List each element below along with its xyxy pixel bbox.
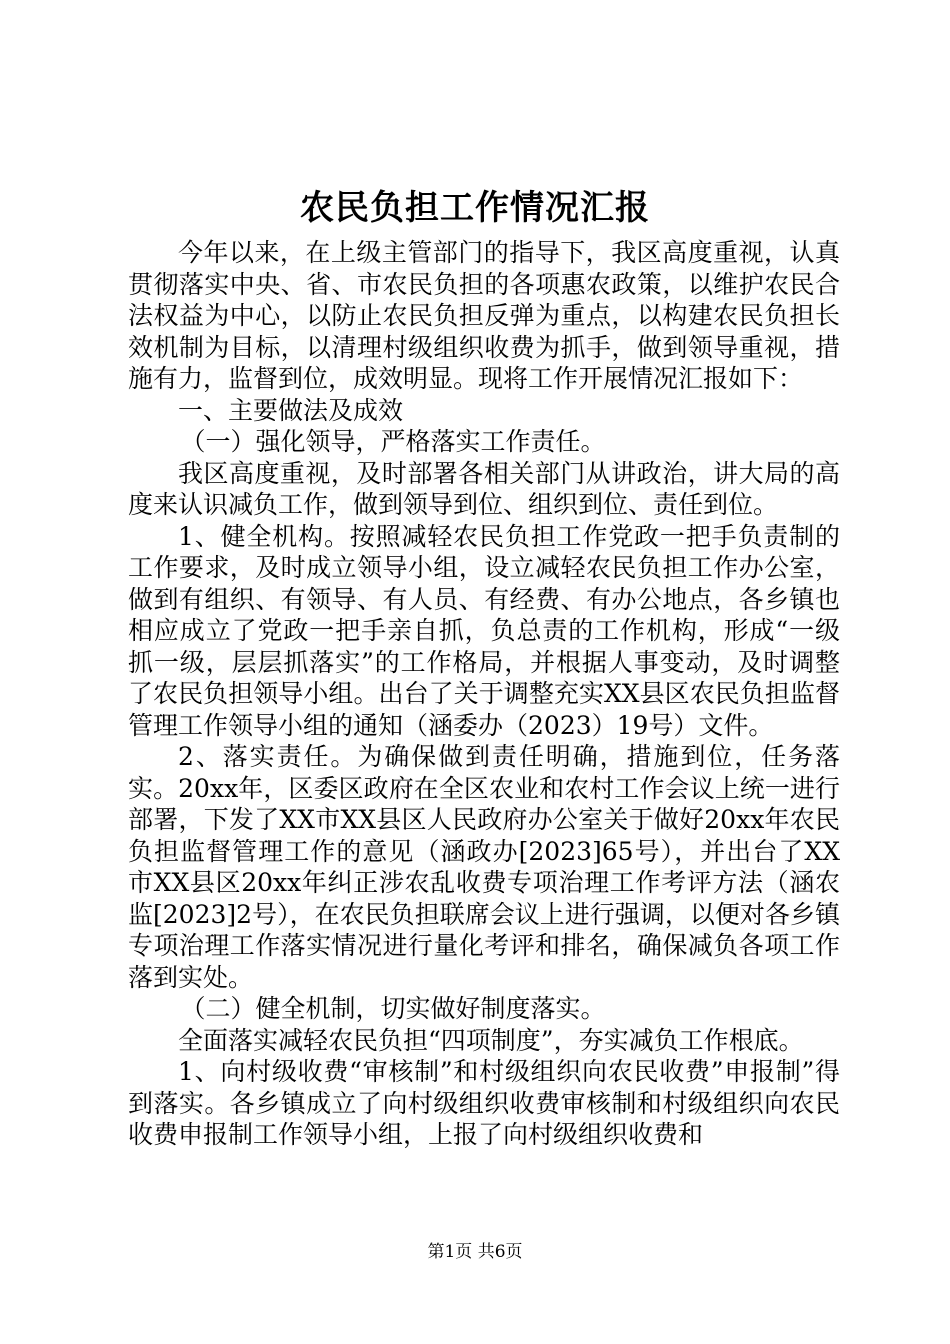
page-footer: 第1页 共6页 [427,1242,523,1262]
paragraph-review-system: 1、向村级收费“审核制”和村级组织向农民收费”申报制”得到落实。各乡镇成立了向村级组织收费审核制和村级组织向农民收费申报制工作领导小组，上报了向村级组织收费和 [128,1057,840,1149]
paragraph-four-systems: 全面落实减轻农民负担“四项制度”，夯实减负工作根底。 [178,1025,804,1055]
paragraph-responsibility: 2、落实责任。为确保做到责任明确，措施到位，任务落实。20xx年，区委区政府在全区农业和农村工作会议上统一进行部署，下发了XX市XX县区人民政府办公室关于做好20xx年农民负担监督管理工作的意见（涵政办[2023]65号），并出台了XX市XX县区20xx年纠正涉农乱收费专项治理工作考评方法（涵农监[2023]2号），在农民负担联席会议上进行强调，以便对各乡镇专项治理工作落实情况进行量化考评和排名，确保减负各项工作落到实处。 [128,742,840,992]
section-heading-1: 一、主要做法及成效 [178,395,404,425]
paragraph-leadership: 我区高度重视，及时部署各相关部门从讲政治，讲大局的高度来认识减负工作，做到领导到位、组织到位、责任到位。 [128,458,840,519]
document-body [128,237,840,1151]
subsection-heading-1: （一）强化领导，严格落实工作责任。 [180,427,606,456]
document-title: 农民负担工作情况汇报 [300,188,650,228]
subsection-heading-2: （二）健全机制，切实做好制度落实。 [180,994,606,1023]
paragraph-organization: 1、健全机构。按照减轻农民负担工作党政一把手负责制的工作要求，及时成立领导小组，设立减轻农民负担工作办公室，做到有组织、有领导、有人员、有经费、有办公地点，各乡镇也相应成立了党政一把手亲自抓，负总责的工作机构，形成“一级抓一级，层层抓落实”的工作格局，并根据人事变动，及时调整了农民负担领导小组。出台了关于调整充实XX县区农民负担监督管理工作领导小组的通知（涵委办（2023）19号）文件。 [128,521,840,740]
paragraph-intro: 今年以来，在上级主管部门的指导下，我区高度重视，认真贯彻落实中央、省、市农民负担的各项惠农政策，以维护农民合法权益为中心，以防止农民负担反弹为重点，以构建农民负担长效机制为目标，以清理村级组织收费为抓手，做到领导重视，措施有力，监督到位，成效明显。现将工作开展情况汇报如下： [128,238,840,393]
